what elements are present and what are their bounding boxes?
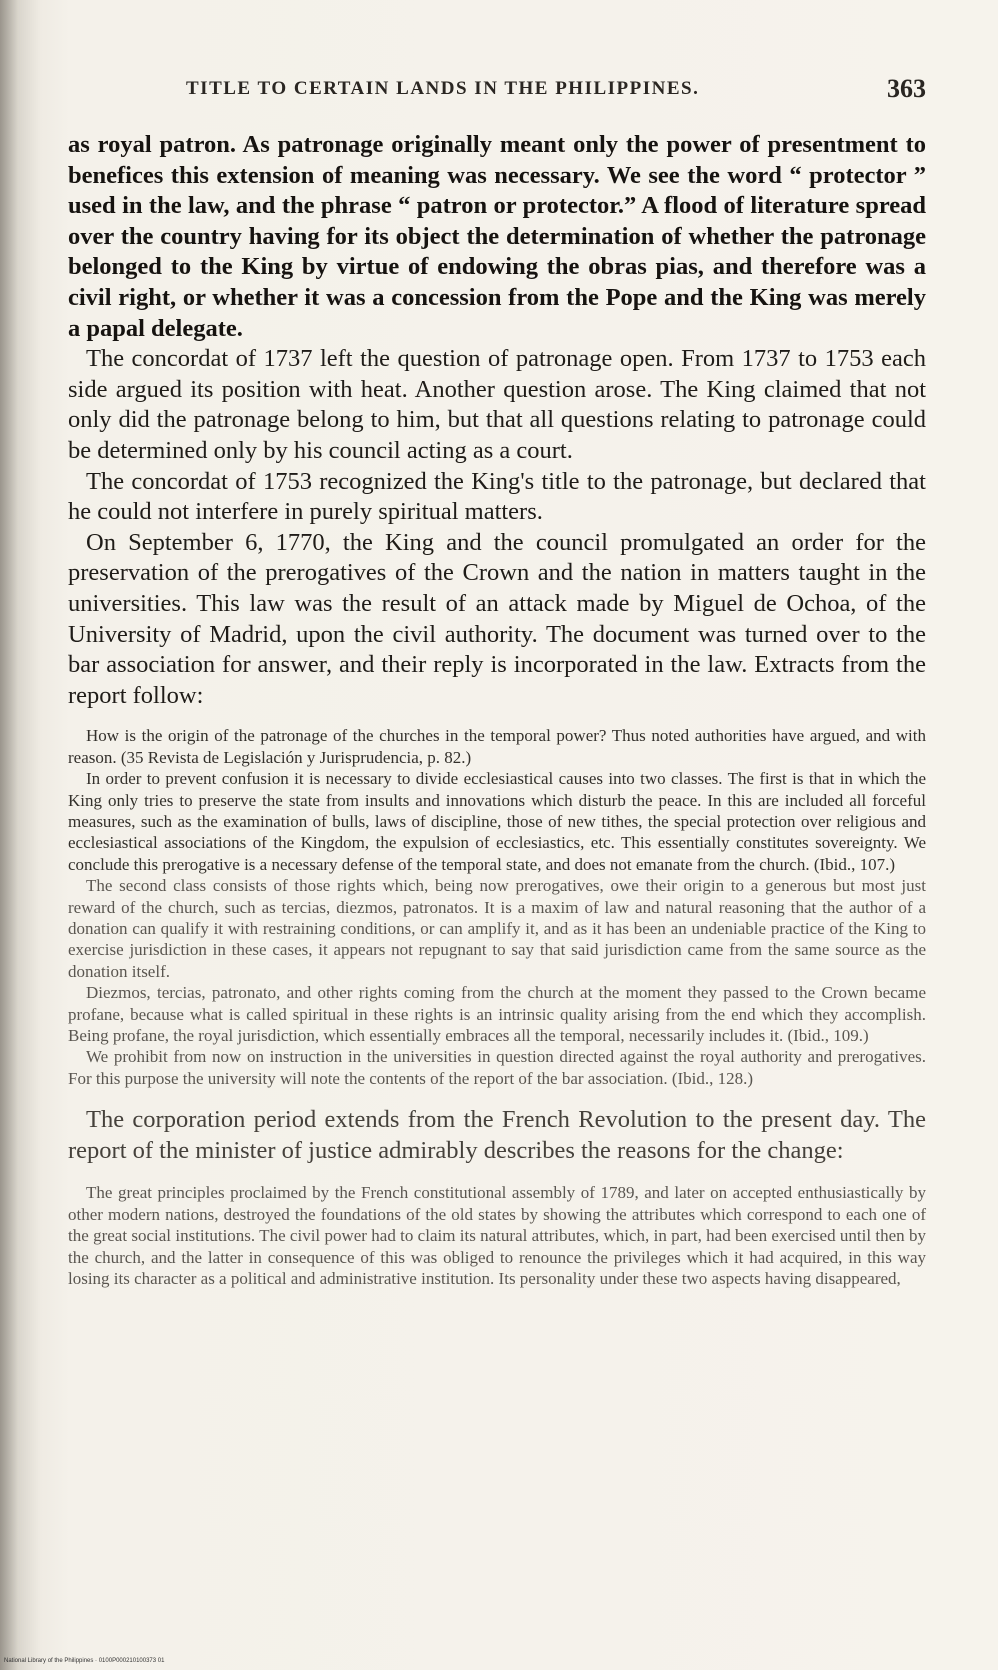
running-title: TITLE TO CERTAIN LANDS IN THE PHILIPPINES. [186,78,700,99]
paragraph-order-1770: On September 6, 1770, the King and the council promulgated an order for the preservation of the prerogatives of the Crown and the nation in matters taught in the universities. This law was the result of an attack made by Miguel de Ochoa, of the University of Madrid, upon the civil authority. The document was turned over to the bar association for answer, and their reply is incorporated in the law. Extracts from the report follow: [68,528,926,709]
quote-ecclesiastical-causes: In order to prevent confusion it is necessary to divide ecclesiastical causes into two classes. The first is that in which the King only tries to preserve the state from insults and innovations which disturb the peace. In this are included all forceful measures, such as the examination of bulls, laws of discipline, those of new tithes, the special protection over religious and ecclesiastical associations of the Kingdom, the expulsion of ecclesiastics, etc. This essentially constitutes sovereignty. We conclude this prerogative is a necessary defense of the temporal state, and does not emanate from the church. (Ibid., 107.) [68,769,926,874]
quote-prohibit: We prohibit from now on instruction in the universities in question directed against the royal authority and prerogatives. For this purpose the university will note the contents of the report of the bar association. (Ibid., 128.) [68,1047,926,1088]
paragraph-concordat-1737: The concordat of 1737 left the question of patronage open. From 1737 to 1753 each side argued its position with heat. Another question arose. The King claimed that not only did the patronage belong to him, but that all questions relating to patronage could be determined only by his council acting as a court. [68,345,926,464]
quote-great-principles: The great principles proclaimed by the French constitutional assembly of 1789, and later on accepted enthusiastically by other modern nations, destroyed the foundations of the old states by showing the attributes which correspond to each one of the great social institutions. The civil power had to claim its natural attributes, which, in part, had been exercised until then by the church, and the latter in consequence of this was obliged to renounce the privileges which it had acquired, in this way losing its character as a political and administrative institution. Its personality under these two aspects having disappeared, [68,1183,926,1288]
quote-origin-patronage: How is the origin of the patronage of the churches in the temporal power? Thus noted authorities have argued, and with reason. (35 Revista de Legislación y Jurisprudencia, p. 82.) [68,726,926,767]
paragraph-corporation-period: The corporation period extends from the French Revolution to the present day. The report of the minister of justice admirably describes the reasons for the change: [68,1106,926,1164]
page-number: 363 [887,74,926,103]
running-header [186,74,926,103]
paragraph-patron: as royal patron. As patronage originally meant only the power of presentment to benefices this extension of meaning was necessary. We see the word “ protector ” used in the law, and the phrase “ patron or protector.” A flood of literature spread over the country having for its object the determination of whether the patronage belonged to the King by virtue of endowing the obras pias, and therefore was a civil right, or whether it was a concession from the Pope and the King was merely a papal delegate. [68,131,926,342]
quote-second-class: The second class consists of those rights which, being now prerogatives, owe their origin to a generous but most just reward of the church, such as tercias, diezmos, patronatos. It is a maxim of law and natural reasoning that the author of a donation can qualify it with restraining conditions, or can amplify it, and as it has been an undeniable practice of the King to exercise jurisdiction in these cases, it appears not repugnant to say that said jurisdiction came from the same source as the donation itself. [68,876,926,981]
library-footer-tag: National Library of the Philippines · 0100P000210100373 01 [4,1658,165,1664]
quote-diezmos: Diezmos, tercias, patronato, and other rights coming from the church at the moment they passed to the Crown became profane, because what is called spiritual in these rights is an intrinsic quality arising from the end which they accomplish. Being profane, the royal jurisdiction, which essentially embraces all the temporal, necessarily includes it. (Ibid., 109.) [68,983,926,1045]
paragraph-concordat-1753: The concordat of 1753 recognized the King's title to the patronage, but declared that he could not interfere in purely spiritual matters. [68,467,926,526]
page-body [68,130,926,1289]
